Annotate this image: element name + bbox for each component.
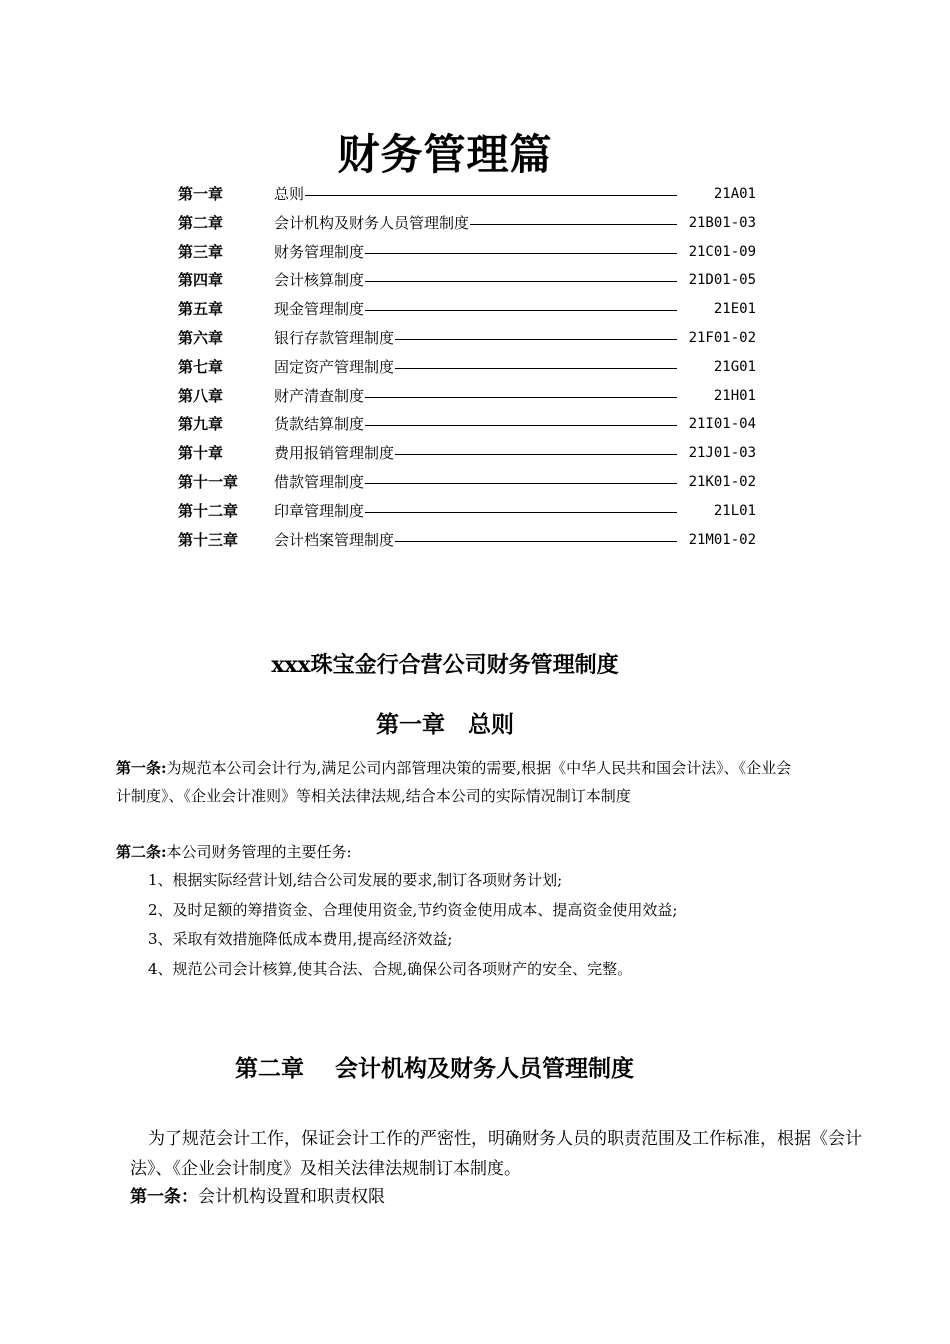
toc-title: 现金管理制度	[274, 300, 365, 319]
toc-leader	[395, 541, 677, 542]
toc-title: 会计机构及财务人员管理制度	[274, 213, 470, 232]
toc-leader	[365, 310, 677, 311]
toc-leader	[365, 397, 677, 398]
company-heading: xxx珠宝金行合营公司财务管理制度	[271, 652, 619, 678]
toc-code: 21I01-04	[688, 416, 756, 433]
toc-chapter: 第九章	[178, 415, 224, 434]
toc-code: 21E01	[713, 301, 756, 318]
toc-code: 21H01	[713, 387, 756, 404]
toc-chapter: 第十二章	[178, 501, 239, 520]
toc-code: 21F01-02	[688, 329, 756, 346]
chapter-1-heading: 第一章 总则	[376, 711, 514, 738]
toc-title: 固定资产管理制度	[274, 357, 395, 376]
toc-chapter: 第十一章	[178, 472, 239, 491]
toc-code: 21M01-02	[688, 531, 756, 548]
toc-chapter: 第十三章	[178, 530, 239, 549]
article-2-text: 本公司财务管理的主要任务:	[166, 843, 352, 861]
task-list	[148, 866, 677, 984]
article-1-text: 为规范本公司会计行为,满足公司内部管理决策的需要,根据《中华人民共和国会计法》、《企业会计制度》、《企业会计准则》等相关法律法规,结合本公司的实际情况制订本制度	[116, 759, 792, 805]
toc-chapter: 第三章	[178, 242, 224, 261]
toc-row[interactable]	[178, 497, 778, 526]
toc-leader	[470, 224, 677, 225]
toc-row[interactable]	[178, 209, 778, 238]
toc-leader	[365, 425, 677, 426]
toc-title: 借款管理制度	[274, 472, 365, 491]
toc-row[interactable]	[178, 526, 778, 555]
table-of-contents	[178, 180, 778, 554]
article-2-label: 第二条:	[116, 843, 167, 861]
toc-chapter: 第八章	[178, 386, 224, 405]
toc-chapter: 第五章	[178, 300, 224, 319]
toc-row[interactable]	[178, 439, 778, 468]
chapter-2-intro: 为了规范会计工作，保证会计工作的严密性，明确财务人员的职责范围及工作标准，根据《会计法》、《企业会计制度》及相关法律法规制订本制度。	[130, 1129, 862, 1179]
toc-row[interactable]	[178, 266, 778, 295]
toc-row[interactable]	[178, 180, 778, 209]
toc-title: 会计核算制度	[274, 271, 365, 290]
toc-code: 21L01	[713, 502, 756, 519]
toc-leader	[365, 512, 677, 513]
list-item: 3、采取有效措施降低成本费用,提高经济效益;	[148, 930, 453, 948]
toc-title: 总则	[274, 185, 305, 203]
chapter-2-heading: 第二章 会计机构及财务人员管理制度	[235, 1055, 635, 1082]
article-1-paragraph	[116, 754, 796, 810]
toc-chapter: 第一章	[178, 185, 224, 203]
list-item: 2、及时足额的筹措资金、合理使用资金,节约资金使用成本、提高资金使用效益;	[148, 900, 678, 919]
toc-chapter: 第二章	[178, 213, 224, 232]
toc-code: 21C01-09	[688, 243, 756, 260]
chapter-2-article-1-label: 第一条：	[130, 1187, 198, 1207]
toc-leader	[395, 339, 677, 340]
toc-code: 21J01-03	[688, 445, 756, 462]
toc-leader	[365, 281, 677, 282]
toc-row[interactable]	[178, 353, 778, 382]
chapter-2-article-1-text: 会计机构设置和职责权限	[198, 1187, 385, 1207]
toc-row[interactable]	[178, 468, 778, 497]
toc-chapter: 第四章	[178, 271, 224, 290]
toc-title: 货款结算制度	[274, 415, 365, 434]
toc-title: 费用报销管理制度	[274, 444, 395, 463]
toc-title: 印章管理制度	[274, 501, 365, 520]
article-1-label: 第一条:	[116, 759, 167, 777]
toc-code: 21K01-02	[688, 473, 756, 490]
toc-title: 财产清查制度	[274, 386, 365, 405]
toc-chapter: 第十章	[178, 444, 224, 463]
toc-leader	[365, 483, 677, 484]
list-item: 4、规范公司会计核算,使其合法、合规,确保公司各项财产的安全、完整。	[148, 959, 633, 978]
list-item: 1、根据实际经营计划,结合公司发展的要求,制订各项财务计划;	[148, 871, 563, 889]
toc-leader	[395, 454, 677, 455]
toc-row[interactable]	[178, 295, 778, 324]
article-2-paragraph	[116, 838, 796, 866]
document-title: 财务管理篇	[337, 130, 553, 179]
toc-title: 财务管理制度	[274, 242, 365, 261]
chapter-2-article-1	[130, 1182, 385, 1212]
toc-code: 21D01-05	[688, 272, 756, 289]
toc-code: 21G01	[713, 358, 756, 375]
toc-row[interactable]	[178, 382, 778, 411]
toc-leader	[395, 368, 677, 369]
toc-row[interactable]	[178, 410, 778, 439]
toc-chapter: 第六章	[178, 328, 224, 347]
toc-title: 银行存款管理制度	[274, 328, 395, 347]
toc-leader	[305, 195, 677, 196]
toc-code: 21B01-03	[688, 214, 756, 231]
toc-leader	[365, 253, 677, 254]
toc-title: 会计档案管理制度	[274, 530, 395, 549]
toc-chapter: 第七章	[178, 357, 224, 376]
toc-code: 21A01	[713, 186, 756, 202]
toc-row[interactable]	[178, 324, 778, 353]
toc-row[interactable]	[178, 238, 778, 267]
